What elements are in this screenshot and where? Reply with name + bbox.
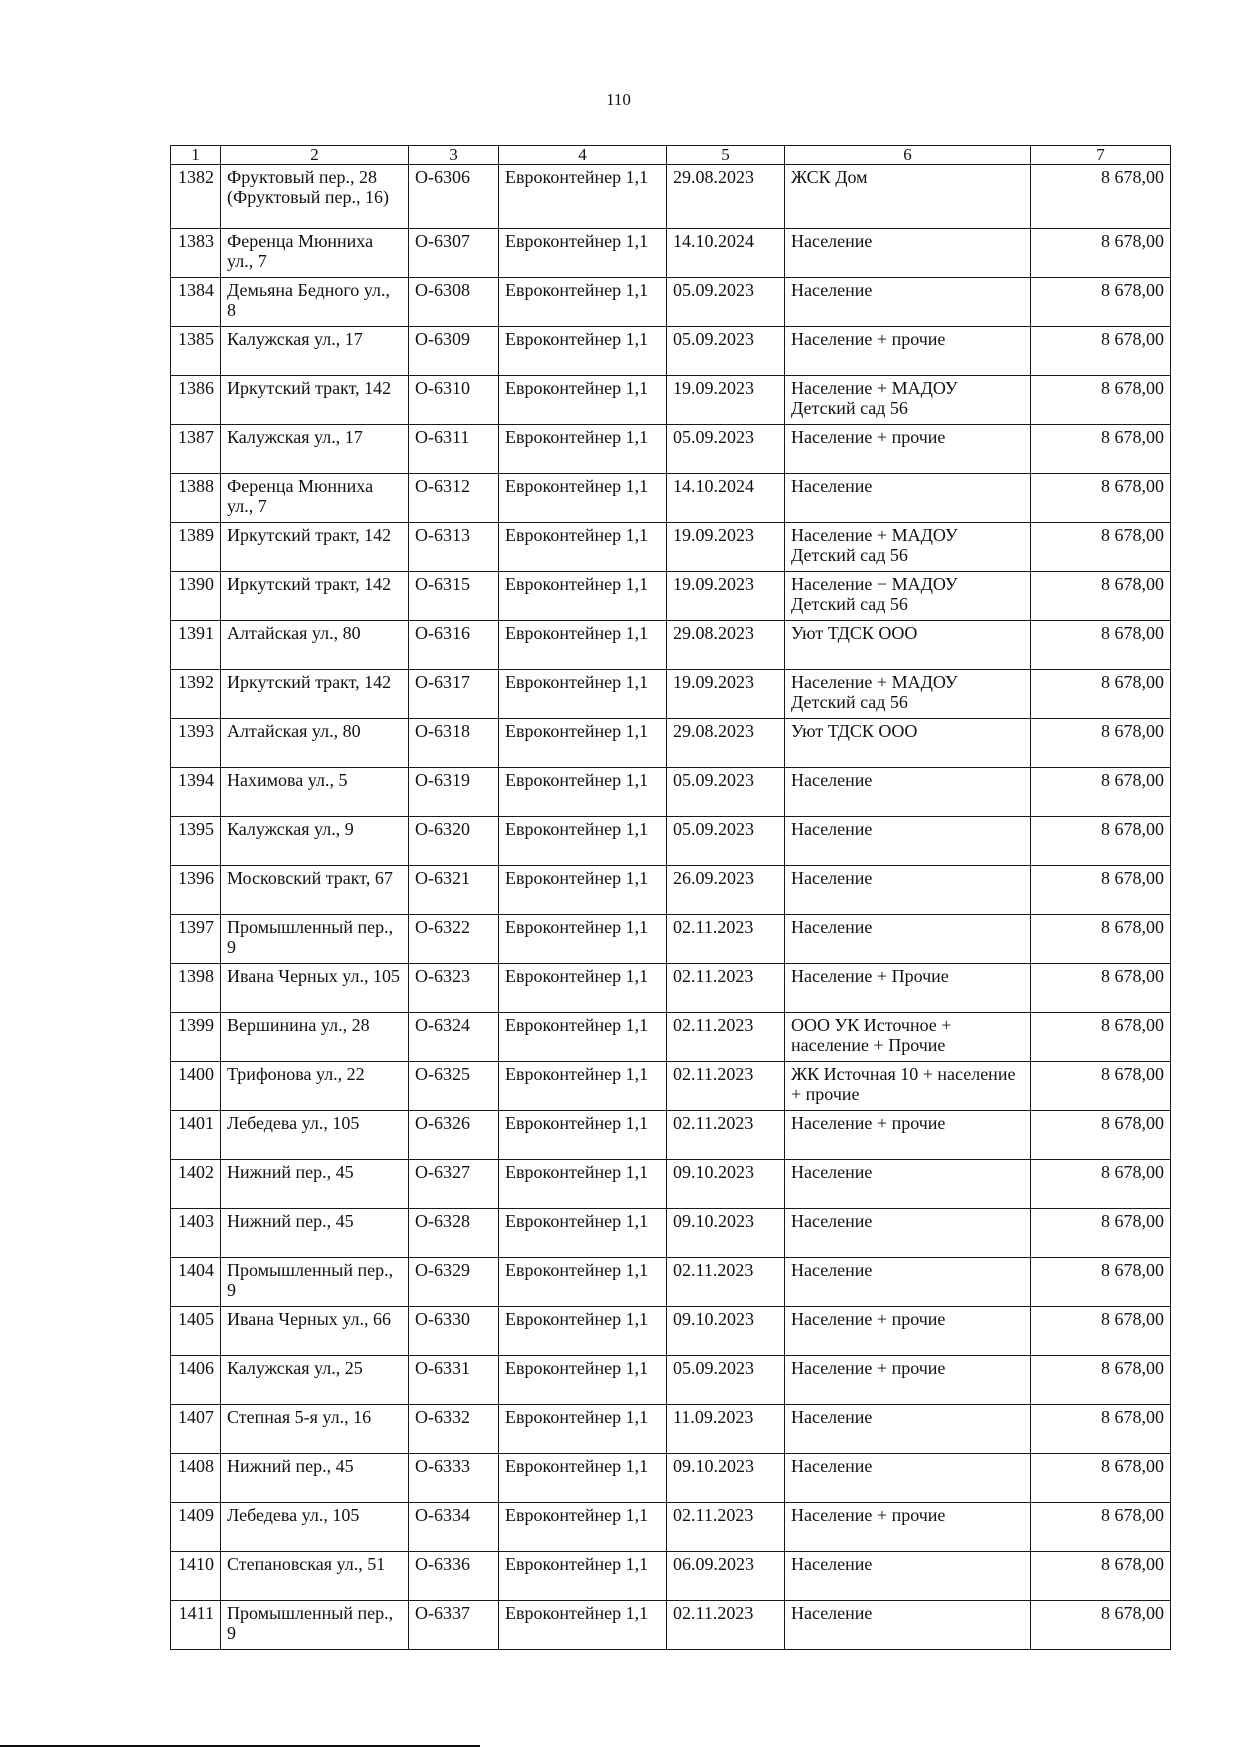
page-number: 110 (606, 90, 631, 109)
cell-row-number: 1384 (171, 278, 221, 327)
cell-owner: Население (785, 474, 1031, 523)
cell-owner: ЖК Источная 10 + население + прочие (785, 1062, 1031, 1111)
table-row (171, 278, 1171, 327)
cell-container-type: Евроконтейнер 1,1 (499, 1062, 667, 1111)
cell-price: 8 678,00 (1031, 1062, 1171, 1111)
cell-date: 02.11.2023 (667, 1013, 785, 1062)
cell-container-type: Евроконтейнер 1,1 (499, 376, 667, 425)
cell-container-type: Евроконтейнер 1,1 (499, 1258, 667, 1307)
cell-container-code: О-6325 (409, 1062, 499, 1111)
table-row (171, 964, 1171, 1013)
cell-container-code: О-6309 (409, 327, 499, 376)
cell-container-type: Евроконтейнер 1,1 (499, 1601, 667, 1650)
cell-container-type: Евроконтейнер 1,1 (499, 572, 667, 621)
cell-container-type: Евроконтейнер 1,1 (499, 1209, 667, 1258)
cell-row-number: 1391 (171, 621, 221, 670)
cell-address: Степановская ул., 51 (221, 1552, 409, 1601)
cell-owner: Уют ТДСК ООО (785, 719, 1031, 768)
cell-container-code: О-6320 (409, 817, 499, 866)
cell-container-code: О-6308 (409, 278, 499, 327)
cell-owner: ЖСК Дом (785, 165, 1031, 229)
cell-address: Демьяна Бедного ул., 8 (221, 278, 409, 327)
cell-owner: Население (785, 229, 1031, 278)
cell-container-type: Евроконтейнер 1,1 (499, 1356, 667, 1405)
cell-price: 8 678,00 (1031, 621, 1171, 670)
cell-container-type: Евроконтейнер 1,1 (499, 165, 667, 229)
cell-price: 8 678,00 (1031, 278, 1171, 327)
cell-row-number: 1408 (171, 1454, 221, 1503)
cell-container-type: Евроконтейнер 1,1 (499, 768, 667, 817)
cell-container-code: О-6319 (409, 768, 499, 817)
table-row (171, 1062, 1171, 1111)
cell-address: Ференца Мюнниха ул., 7 (221, 229, 409, 278)
cell-price: 8 678,00 (1031, 719, 1171, 768)
cell-row-number: 1401 (171, 1111, 221, 1160)
cell-row-number: 1395 (171, 817, 221, 866)
cell-address: Нахимова ул., 5 (221, 768, 409, 817)
header-row (171, 146, 1171, 165)
cell-date: 29.08.2023 (667, 621, 785, 670)
cell-owner: Население + МАДОУ Детский сад 56 (785, 376, 1031, 425)
registry-table (170, 145, 1171, 1650)
cell-container-code: О-6324 (409, 1013, 499, 1062)
header-col-6: 6 (785, 146, 1031, 165)
cell-row-number: 1385 (171, 327, 221, 376)
cell-row-number: 1388 (171, 474, 221, 523)
cell-price: 8 678,00 (1031, 523, 1171, 572)
cell-owner: Население (785, 817, 1031, 866)
cell-container-type: Евроконтейнер 1,1 (499, 621, 667, 670)
cell-container-code: О-6306 (409, 165, 499, 229)
cell-row-number: 1410 (171, 1552, 221, 1601)
cell-date: 09.10.2023 (667, 1454, 785, 1503)
cell-owner: Население (785, 915, 1031, 964)
cell-row-number: 1402 (171, 1160, 221, 1209)
cell-date: 02.11.2023 (667, 1111, 785, 1160)
header-col-3: 3 (409, 146, 499, 165)
cell-price: 8 678,00 (1031, 1013, 1171, 1062)
cell-container-code: О-6329 (409, 1258, 499, 1307)
cell-price: 8 678,00 (1031, 1160, 1171, 1209)
cell-owner: Население (785, 1160, 1031, 1209)
cell-owner: Население (785, 1258, 1031, 1307)
cell-date: 29.08.2023 (667, 165, 785, 229)
table-row (171, 1258, 1171, 1307)
cell-container-code: О-6326 (409, 1111, 499, 1160)
cell-address: Ференца Мюнниха ул., 7 (221, 474, 409, 523)
cell-address: Иркутский тракт, 142 (221, 572, 409, 621)
cell-row-number: 1398 (171, 964, 221, 1013)
header-col-1: 1 (171, 146, 221, 165)
cell-price: 8 678,00 (1031, 1552, 1171, 1601)
cell-address: Промышленный пер., 9 (221, 1601, 409, 1650)
table-row (171, 915, 1171, 964)
cell-price: 8 678,00 (1031, 768, 1171, 817)
cell-container-type: Евроконтейнер 1,1 (499, 1503, 667, 1552)
cell-date: 02.11.2023 (667, 964, 785, 1013)
cell-owner: Население (785, 1454, 1031, 1503)
cell-container-type: Евроконтейнер 1,1 (499, 1405, 667, 1454)
cell-address: Иркутский тракт, 142 (221, 670, 409, 719)
cell-row-number: 1390 (171, 572, 221, 621)
cell-container-code: О-6316 (409, 621, 499, 670)
cell-container-type: Евроконтейнер 1,1 (499, 866, 667, 915)
cell-date: 09.10.2023 (667, 1209, 785, 1258)
table-row (171, 670, 1171, 719)
cell-date: 19.09.2023 (667, 523, 785, 572)
cell-price: 8 678,00 (1031, 1307, 1171, 1356)
cell-owner: Население + прочие (785, 1111, 1031, 1160)
table-row (171, 1405, 1171, 1454)
cell-address: Трифонова ул., 22 (221, 1062, 409, 1111)
cell-price: 8 678,00 (1031, 474, 1171, 523)
cell-address: Ивана Черных ул., 66 (221, 1307, 409, 1356)
cell-owner: Население (785, 866, 1031, 915)
cell-address: Ивана Черных ул., 105 (221, 964, 409, 1013)
cell-address: Иркутский тракт, 142 (221, 523, 409, 572)
cell-address: Нижний пер., 45 (221, 1160, 409, 1209)
table-row (171, 572, 1171, 621)
table-row (171, 376, 1171, 425)
cell-date: 19.09.2023 (667, 670, 785, 719)
cell-date: 09.10.2023 (667, 1307, 785, 1356)
cell-container-code: О-6333 (409, 1454, 499, 1503)
cell-owner: Население (785, 768, 1031, 817)
cell-container-code: О-6327 (409, 1160, 499, 1209)
header-col-7: 7 (1031, 146, 1171, 165)
cell-owner: Население (785, 1405, 1031, 1454)
cell-owner: Население (785, 1601, 1031, 1650)
cell-row-number: 1394 (171, 768, 221, 817)
cell-container-code: О-6330 (409, 1307, 499, 1356)
cell-date: 02.11.2023 (667, 1601, 785, 1650)
cell-price: 8 678,00 (1031, 327, 1171, 376)
table-row (171, 1454, 1171, 1503)
cell-container-type: Евроконтейнер 1,1 (499, 327, 667, 376)
cell-address: Промышленный пер., 9 (221, 915, 409, 964)
table-row (171, 229, 1171, 278)
cell-owner: Население (785, 278, 1031, 327)
cell-container-code: О-6337 (409, 1601, 499, 1650)
cell-date: 19.09.2023 (667, 572, 785, 621)
cell-row-number: 1397 (171, 915, 221, 964)
cell-row-number: 1386 (171, 376, 221, 425)
table-row (171, 866, 1171, 915)
cell-container-type: Евроконтейнер 1,1 (499, 1454, 667, 1503)
cell-row-number: 1409 (171, 1503, 221, 1552)
cell-row-number: 1387 (171, 425, 221, 474)
cell-container-type: Евроконтейнер 1,1 (499, 523, 667, 572)
cell-container-code: О-6331 (409, 1356, 499, 1405)
cell-address: Фруктовый пер., 28 (Фруктовый пер., 16) (221, 165, 409, 229)
table-header (171, 146, 1171, 165)
table-row (171, 817, 1171, 866)
cell-row-number: 1383 (171, 229, 221, 278)
cell-container-type: Евроконтейнер 1,1 (499, 915, 667, 964)
cell-row-number: 1382 (171, 165, 221, 229)
header-col-5: 5 (667, 146, 785, 165)
cell-date: 09.10.2023 (667, 1160, 785, 1209)
cell-address: Московский тракт, 67 (221, 866, 409, 915)
cell-date: 14.10.2024 (667, 229, 785, 278)
cell-container-code: О-6332 (409, 1405, 499, 1454)
cell-date: 11.09.2023 (667, 1405, 785, 1454)
cell-row-number: 1392 (171, 670, 221, 719)
cell-owner: Население − МАДОУ Детский сад 56 (785, 572, 1031, 621)
cell-price: 8 678,00 (1031, 229, 1171, 278)
cell-container-code: О-6323 (409, 964, 499, 1013)
cell-owner: Население + прочие (785, 425, 1031, 474)
cell-container-code: О-6336 (409, 1552, 499, 1601)
cell-row-number: 1405 (171, 1307, 221, 1356)
cell-date: 05.09.2023 (667, 1356, 785, 1405)
cell-owner: ООО УК Источное + население + Прочие (785, 1013, 1031, 1062)
cell-price: 8 678,00 (1031, 572, 1171, 621)
header-col-4: 4 (499, 146, 667, 165)
cell-container-type: Евроконтейнер 1,1 (499, 229, 667, 278)
table-row (171, 1209, 1171, 1258)
cell-container-type: Евроконтейнер 1,1 (499, 719, 667, 768)
cell-container-code: О-6312 (409, 474, 499, 523)
cell-owner: Население + МАДОУ Детский сад 56 (785, 670, 1031, 719)
cell-container-code: О-6307 (409, 229, 499, 278)
cell-date: 14.10.2024 (667, 474, 785, 523)
cell-date: 05.09.2023 (667, 817, 785, 866)
cell-owner: Население (785, 1552, 1031, 1601)
table-row (171, 1160, 1171, 1209)
table-row (171, 1307, 1171, 1356)
table-row (171, 474, 1171, 523)
cell-address: Калужская ул., 25 (221, 1356, 409, 1405)
cell-date: 29.08.2023 (667, 719, 785, 768)
cell-date: 05.09.2023 (667, 425, 785, 474)
cell-container-type: Евроконтейнер 1,1 (499, 1013, 667, 1062)
cell-owner: Население (785, 1209, 1031, 1258)
table-row (171, 719, 1171, 768)
footnote-rule (0, 1745, 480, 1747)
cell-container-type: Евроконтейнер 1,1 (499, 425, 667, 474)
cell-price: 8 678,00 (1031, 1356, 1171, 1405)
table-row (171, 327, 1171, 376)
cell-price: 8 678,00 (1031, 915, 1171, 964)
cell-container-code: О-6311 (409, 425, 499, 474)
cell-date: 02.11.2023 (667, 1258, 785, 1307)
table-row (171, 1503, 1171, 1552)
cell-date: 26.09.2023 (667, 866, 785, 915)
table-row (171, 1601, 1171, 1650)
cell-container-type: Евроконтейнер 1,1 (499, 1307, 667, 1356)
cell-container-code: О-6328 (409, 1209, 499, 1258)
cell-address: Промышленный пер., 9 (221, 1258, 409, 1307)
cell-address: Калужская ул., 17 (221, 425, 409, 474)
cell-date: 02.11.2023 (667, 1062, 785, 1111)
cell-container-type: Евроконтейнер 1,1 (499, 964, 667, 1013)
cell-container-type: Евроконтейнер 1,1 (499, 474, 667, 523)
cell-price: 8 678,00 (1031, 817, 1171, 866)
cell-container-type: Евроконтейнер 1,1 (499, 1111, 667, 1160)
cell-container-code: О-6322 (409, 915, 499, 964)
cell-date: 05.09.2023 (667, 278, 785, 327)
cell-row-number: 1404 (171, 1258, 221, 1307)
table-row (171, 621, 1171, 670)
cell-price: 8 678,00 (1031, 964, 1171, 1013)
cell-date: 05.09.2023 (667, 327, 785, 376)
cell-price: 8 678,00 (1031, 1111, 1171, 1160)
table-row (171, 1552, 1171, 1601)
table-row (171, 1356, 1171, 1405)
cell-date: 02.11.2023 (667, 915, 785, 964)
cell-price: 8 678,00 (1031, 1209, 1171, 1258)
cell-row-number: 1396 (171, 866, 221, 915)
cell-address: Лебедева ул., 105 (221, 1503, 409, 1552)
cell-address: Вершинина ул., 28 (221, 1013, 409, 1062)
table-row (171, 425, 1171, 474)
cell-address: Нижний пер., 45 (221, 1454, 409, 1503)
cell-address: Алтайская ул., 80 (221, 719, 409, 768)
cell-address: Алтайская ул., 80 (221, 621, 409, 670)
cell-container-type: Евроконтейнер 1,1 (499, 1160, 667, 1209)
cell-row-number: 1406 (171, 1356, 221, 1405)
cell-row-number: 1399 (171, 1013, 221, 1062)
cell-owner: Население + прочие (785, 1356, 1031, 1405)
cell-owner: Население + Прочие (785, 964, 1031, 1013)
cell-price: 8 678,00 (1031, 1454, 1171, 1503)
cell-price: 8 678,00 (1031, 1258, 1171, 1307)
cell-address: Нижний пер., 45 (221, 1209, 409, 1258)
cell-price: 8 678,00 (1031, 1405, 1171, 1454)
cell-container-code: О-6318 (409, 719, 499, 768)
table-row (171, 1111, 1171, 1160)
table-row (171, 523, 1171, 572)
cell-date: 06.09.2023 (667, 1552, 785, 1601)
cell-price: 8 678,00 (1031, 376, 1171, 425)
cell-container-code: О-6310 (409, 376, 499, 425)
cell-container-code: О-6321 (409, 866, 499, 915)
cell-price: 8 678,00 (1031, 1601, 1171, 1650)
cell-date: 05.09.2023 (667, 768, 785, 817)
cell-price: 8 678,00 (1031, 165, 1171, 229)
cell-price: 8 678,00 (1031, 670, 1171, 719)
cell-container-type: Евроконтейнер 1,1 (499, 1552, 667, 1601)
cell-container-type: Евроконтейнер 1,1 (499, 670, 667, 719)
cell-owner: Население + МАДОУ Детский сад 56 (785, 523, 1031, 572)
cell-price: 8 678,00 (1031, 866, 1171, 915)
table-row (171, 1013, 1171, 1062)
table-body (171, 165, 1171, 1650)
cell-row-number: 1393 (171, 719, 221, 768)
cell-address: Лебедева ул., 105 (221, 1111, 409, 1160)
cell-container-type: Евроконтейнер 1,1 (499, 278, 667, 327)
cell-row-number: 1400 (171, 1062, 221, 1111)
cell-row-number: 1411 (171, 1601, 221, 1650)
cell-owner: Население + прочие (785, 1503, 1031, 1552)
cell-date: 19.09.2023 (667, 376, 785, 425)
cell-address: Степная 5-я ул., 16 (221, 1405, 409, 1454)
cell-date: 02.11.2023 (667, 1503, 785, 1552)
cell-container-code: О-6315 (409, 572, 499, 621)
cell-price: 8 678,00 (1031, 1503, 1171, 1552)
cell-owner: Население + прочие (785, 1307, 1031, 1356)
cell-container-code: О-6334 (409, 1503, 499, 1552)
cell-address: Иркутский тракт, 142 (221, 376, 409, 425)
cell-price: 8 678,00 (1031, 425, 1171, 474)
cell-address: Калужская ул., 17 (221, 327, 409, 376)
cell-container-code: О-6317 (409, 670, 499, 719)
cell-owner: Население + прочие (785, 327, 1031, 376)
cell-row-number: 1403 (171, 1209, 221, 1258)
cell-row-number: 1407 (171, 1405, 221, 1454)
header-col-2: 2 (221, 146, 409, 165)
table-row (171, 165, 1171, 229)
cell-container-code: О-6313 (409, 523, 499, 572)
cell-address: Калужская ул., 9 (221, 817, 409, 866)
cell-container-type: Евроконтейнер 1,1 (499, 817, 667, 866)
cell-owner: Уют ТДСК ООО (785, 621, 1031, 670)
cell-row-number: 1389 (171, 523, 221, 572)
table-row (171, 768, 1171, 817)
